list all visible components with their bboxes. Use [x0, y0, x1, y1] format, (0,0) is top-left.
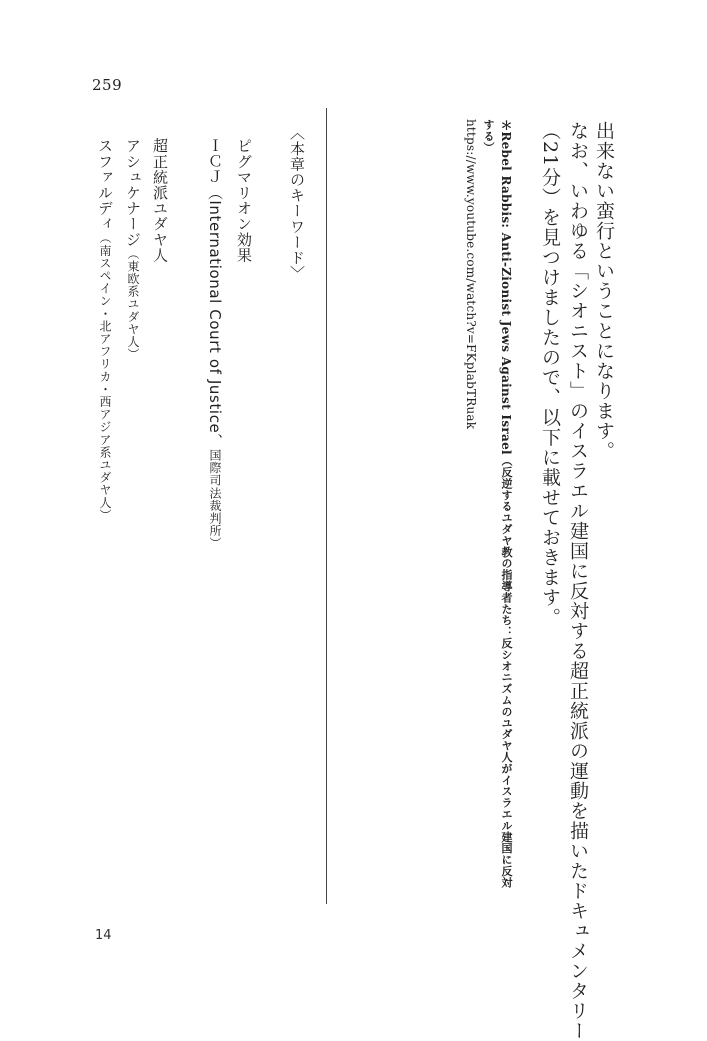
keyword-item — [236, 138, 251, 263]
keyword-term: ＩＣＪ（International Court of Justice、 — [206, 138, 224, 449]
keyword-term: スファルディ — [96, 138, 114, 232]
keyword-note: （東欧系ユダヤ人） — [126, 247, 140, 361]
keyword-term: アシュケナージ — [124, 138, 142, 248]
page-number: 259 — [92, 76, 123, 94]
body-line-1: 出来ない蛮行ということになります。 — [593, 121, 615, 461]
footnote-url[interactable]: https://www.youtube.com/watch?v=FKplabTRuak — [464, 119, 478, 430]
footnote-desc-part2: する） — [482, 119, 495, 154]
keyword-term: 超正統派ユダヤ人 — [151, 138, 169, 263]
section-divider — [326, 108, 327, 904]
keyword-item — [125, 138, 140, 361]
footnote-line-1 — [500, 119, 512, 888]
folio: 14 — [95, 928, 112, 943]
footnote-desc-part1: （反逆するユダヤ教の指導者たち：反シオニズムのユダヤ人がイスラエル建国に反対 — [500, 454, 513, 889]
keyword-note: 国際司法裁判所） — [208, 448, 222, 550]
body-line-2: なお、いわゆる「シオニスト」のイスラエル建国に反対する超正統派の運動を描いたドキュメンタリー — [567, 121, 589, 1041]
keyword-term: ピグマリオン効果 — [235, 138, 253, 263]
body-line-3: （21分）を見つけましたので、以下に載せておきます。 — [539, 121, 561, 628]
keywords-heading: 〈本章のキーワード〉 — [288, 125, 306, 281]
footnote-title: Rebel Rabbis: Anti-Zionist Jews Against Israel — [499, 131, 513, 455]
keyword-item — [152, 138, 167, 263]
keyword-note: （南スペイン・北アフリカ・西アジア系ユダヤ人） — [98, 231, 112, 522]
footnote-marker: ＊ — [499, 119, 513, 132]
keyword-item — [97, 138, 112, 521]
keyword-item — [207, 138, 222, 550]
